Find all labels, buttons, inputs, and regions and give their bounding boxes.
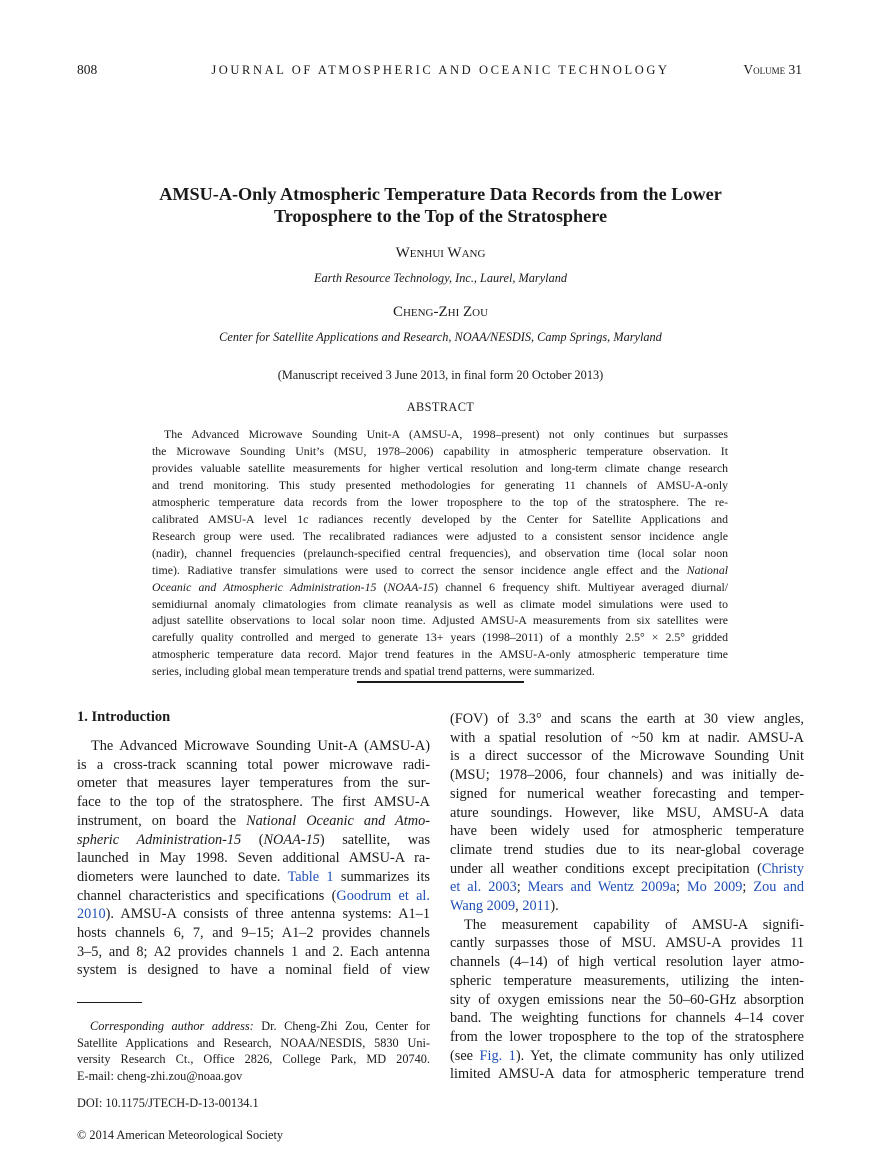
body-text: summarizes its xyxy=(333,868,430,885)
citation-link[interactable]: Mo 2009 xyxy=(686,879,743,896)
abstract-line: semidiurnal anomaly climatologies from climate reanalysis as well as climate model simulations were used to xyxy=(152,596,728,611)
section-divider xyxy=(357,681,524,683)
body-line: launched in May 1998. Seven additional AMSU-A ra- xyxy=(77,850,430,867)
body-italic: NOAA-15 xyxy=(263,831,320,848)
citation-link[interactable]: 2010 xyxy=(77,906,106,923)
footnote-rule xyxy=(77,1002,142,1003)
body-line: et al. 2003; Mears and Wentz 2009a; Mo 2009; Zou and xyxy=(450,879,805,896)
body-line: (FOV) of 3.3° and scans the earth at 30 view angles, xyxy=(450,711,804,727)
volume-label: Volume 31 xyxy=(743,62,802,77)
title-line: Troposphere to the Top of the Stratosphere xyxy=(273,206,608,226)
abstract-line: atmospheric temperature data records from the lower troposphere to the top of the stratosphere. The re- xyxy=(152,494,728,509)
left-column xyxy=(77,737,430,980)
footnote-line xyxy=(77,1018,430,1035)
body-line: with a spatial resolution of ~50 km at nadir. AMSU-A xyxy=(450,729,804,746)
body-line: climate trend studies due to its near-global coverage xyxy=(450,841,804,858)
footnote xyxy=(77,1018,430,1084)
body-text: under all weather conditions except precipitation ( xyxy=(450,860,762,877)
abstract-line: Research group were used. The recalibrated radiances were adjusted to a consistent sensor incidence angle xyxy=(152,528,728,543)
abstract-line: (nadir), channel frequencies (prelaunch-specified central frequencies), and observation time (local solar noon xyxy=(152,545,728,560)
author-name: Cheng-Zhi Zou xyxy=(392,304,489,320)
body-line: band. The weighting functions for channels 4–14 cover xyxy=(450,1010,804,1027)
body-line: is a cross-track scanning total power microwave radi- xyxy=(77,756,430,773)
abstract-line: the Microwave Sounding Unit’s (MSU, 1978–2006) capability in atmospheric temperature observation. It xyxy=(152,443,728,458)
body-text: satellite, was xyxy=(324,831,431,848)
body-line: sity of oxygen emissions near the 50–60-GHz absorption xyxy=(450,991,804,1008)
body-line xyxy=(77,868,430,887)
citation-link[interactable]: Mears and Wentz 2009a xyxy=(527,879,676,896)
body-line: cantly surpasses those of MSU. AMSU-A provides 11 xyxy=(450,935,804,952)
body-line: 3–5, and 8; A2 provides channels 1 and 2. Each antenna xyxy=(77,943,430,960)
body-line xyxy=(77,812,430,831)
body-line: system is designed to have a nominal field of view xyxy=(77,962,430,979)
footnote-text: Dr. Cheng-Zhi Zou, Center for xyxy=(261,1019,430,1033)
author-affiliation: Center for Satellite Applications and Research, NOAA/NESDIS, Camp Springs, Maryland xyxy=(219,330,662,344)
abstract-line: calibrated AMSU-A level 1c radiances recently developed by the Center for Satellite Applications and xyxy=(152,511,728,526)
body-line: spheric temperature measurements, utilizing the inten- xyxy=(450,972,804,989)
body-line xyxy=(450,860,804,879)
table-1-link[interactable]: Table 1 xyxy=(287,868,334,885)
body-line xyxy=(77,887,430,906)
body-line xyxy=(450,1047,804,1066)
footnote-line: E-mail: cheng-zhi.zou@noaa.gov xyxy=(77,1068,243,1083)
abstract-line: carefully quality controlled and merged to generate 13+ years (1998–2011) of a monthly 2.5° × 2.5° gridded xyxy=(152,630,728,645)
abstract-line: and trend monitoring. This study presented methodologies for generating 11 channels of AMSU-A-only xyxy=(152,477,728,492)
body-line: channels (4–14) of high vertical resolution layer atmo- xyxy=(450,954,804,971)
body-text: ). AMSU-A consists of three antenna systems: A1–1 xyxy=(105,906,430,923)
citation-link[interactable]: Goodrum et al. xyxy=(336,887,430,904)
section-heading: 1. Introduction xyxy=(77,709,171,725)
footnote-line: Satellite Applications and Research, NOAA/NESDIS, 5830 Uni- xyxy=(77,1035,430,1050)
abstract-line: atmospheric temperature data record. Major trend features in the AMSU-A-only atmospheric temperature time xyxy=(152,647,728,662)
citation-link[interactable]: et al. 2003 xyxy=(450,879,517,896)
abstract-line: series, including global mean temperature trends and spatial trend patterns, were summarized. xyxy=(152,664,595,679)
abstract-text: time). Radiative transfer simulations were used to correct the sensor incidence angle effect and the xyxy=(152,562,687,577)
doi: DOI: 10.1175/JTECH-D-13-00134.1 xyxy=(77,1096,259,1110)
citation-link[interactable]: Wang 2009 xyxy=(450,898,516,915)
body-line: have been widely used for atmospheric temperature xyxy=(450,823,804,840)
body-text: ). Yet, the climate community has only utilized xyxy=(515,1047,804,1064)
footnote-italic: Corresponding author address: xyxy=(90,1019,262,1033)
citation-link[interactable]: 2011 xyxy=(522,898,551,915)
abstract-line: adjust satellite observations to local solar noon time. Adjusted AMSU-A measurements from six satellites were xyxy=(152,613,728,628)
body-line: face to the top of the stratosphere. The first AMSU-A xyxy=(77,794,430,811)
abstract-body xyxy=(152,426,728,680)
body-line: signed for numerical weather forecasting and temper- xyxy=(450,785,804,802)
author-name: Wenhui Wang xyxy=(395,245,486,261)
body-text: (see xyxy=(450,1047,480,1064)
abstract-heading: ABSTRACT xyxy=(406,400,475,414)
body-line: The measurement capability of AMSU-A signifi- xyxy=(464,916,804,933)
body-line: ometer that measures layer temperatures from the sur- xyxy=(77,775,430,792)
copyright: © 2014 American Meteorological Society xyxy=(77,1128,284,1142)
journal-name: JOURNAL OF ATMOSPHERIC AND OCEANIC TECHNOLOGY xyxy=(211,63,670,77)
abstract-line: The Advanced Microwave Sounding Unit-A (AMSU-A, 1998–present) not only continues but surpasses xyxy=(164,427,728,441)
abstract-text: ) channel 6 frequency shift. Multiyear averaged diurnal/ xyxy=(434,579,729,594)
abstract-line xyxy=(152,562,728,579)
abstract-italic: Oceanic and Atmospheric Administration-15 xyxy=(152,579,377,594)
footnote-line: versity Research Ct., Office 2826, College Park, MD 20740. xyxy=(77,1052,430,1067)
body-line: Wang 2009, 2011). xyxy=(450,898,559,915)
title-line: AMSU-A-Only Atmospheric Temperature Data Records from the Lower xyxy=(159,184,722,204)
citation-link[interactable]: Christy xyxy=(761,860,804,877)
body-text: diometers were launched to date. xyxy=(77,868,288,885)
body-line: limited AMSU-A data for atmospheric temperature trend xyxy=(450,1066,804,1083)
citation-link[interactable]: Zou and xyxy=(753,879,805,896)
author-affiliation: Earth Resource Technology, Inc., Laurel, Maryland xyxy=(313,271,568,285)
abstract-line: Oceanic and Atmospheric Administration-15 (NOAA-15) channel 6 frequency shift. Multiyear averaged diurnal/ xyxy=(152,579,729,594)
body-text: instrument, on board the xyxy=(77,812,247,829)
body-line: The Advanced Microwave Sounding Unit-A (AMSU-A) xyxy=(91,738,430,754)
body-line: ature soundings. However, like MSU, AMSU-A data xyxy=(450,804,804,821)
body-line: (MSU; 1978–2006, four channels) and was initially de- xyxy=(450,767,804,784)
abstract-italic: NOAA-15 xyxy=(387,579,435,594)
body-line: spheric Administration-15 (NOAA-15) satellite, was xyxy=(77,831,431,848)
figure-1-link[interactable]: Fig. 1 xyxy=(479,1047,516,1064)
body-line xyxy=(77,905,430,924)
paper-title xyxy=(100,183,781,227)
body-italic: National Oceanic and Atmo- xyxy=(246,812,430,829)
abstract-line: provides valuable satellite measurements for higher vertical resolution and long-term climate change research xyxy=(152,460,728,475)
body-line: hosts channels 6, 7, and 9–15; A1–2 provides channels xyxy=(77,925,430,942)
manuscript-dates: (Manuscript received 3 June 2013, in final form 20 October 2013) xyxy=(277,368,604,382)
body-line: from the lower troposphere to the top of the stratosphere xyxy=(450,1028,804,1045)
abstract-italic: National xyxy=(686,562,728,577)
page-number: 808 xyxy=(77,62,98,77)
body-line: is a direct successor of the Microwave Sounding Unit xyxy=(450,748,804,765)
right-column xyxy=(450,710,804,1084)
body-text: channel characteristics and specifications ( xyxy=(77,887,337,904)
body-italic: spheric Administration-15 xyxy=(77,831,242,848)
